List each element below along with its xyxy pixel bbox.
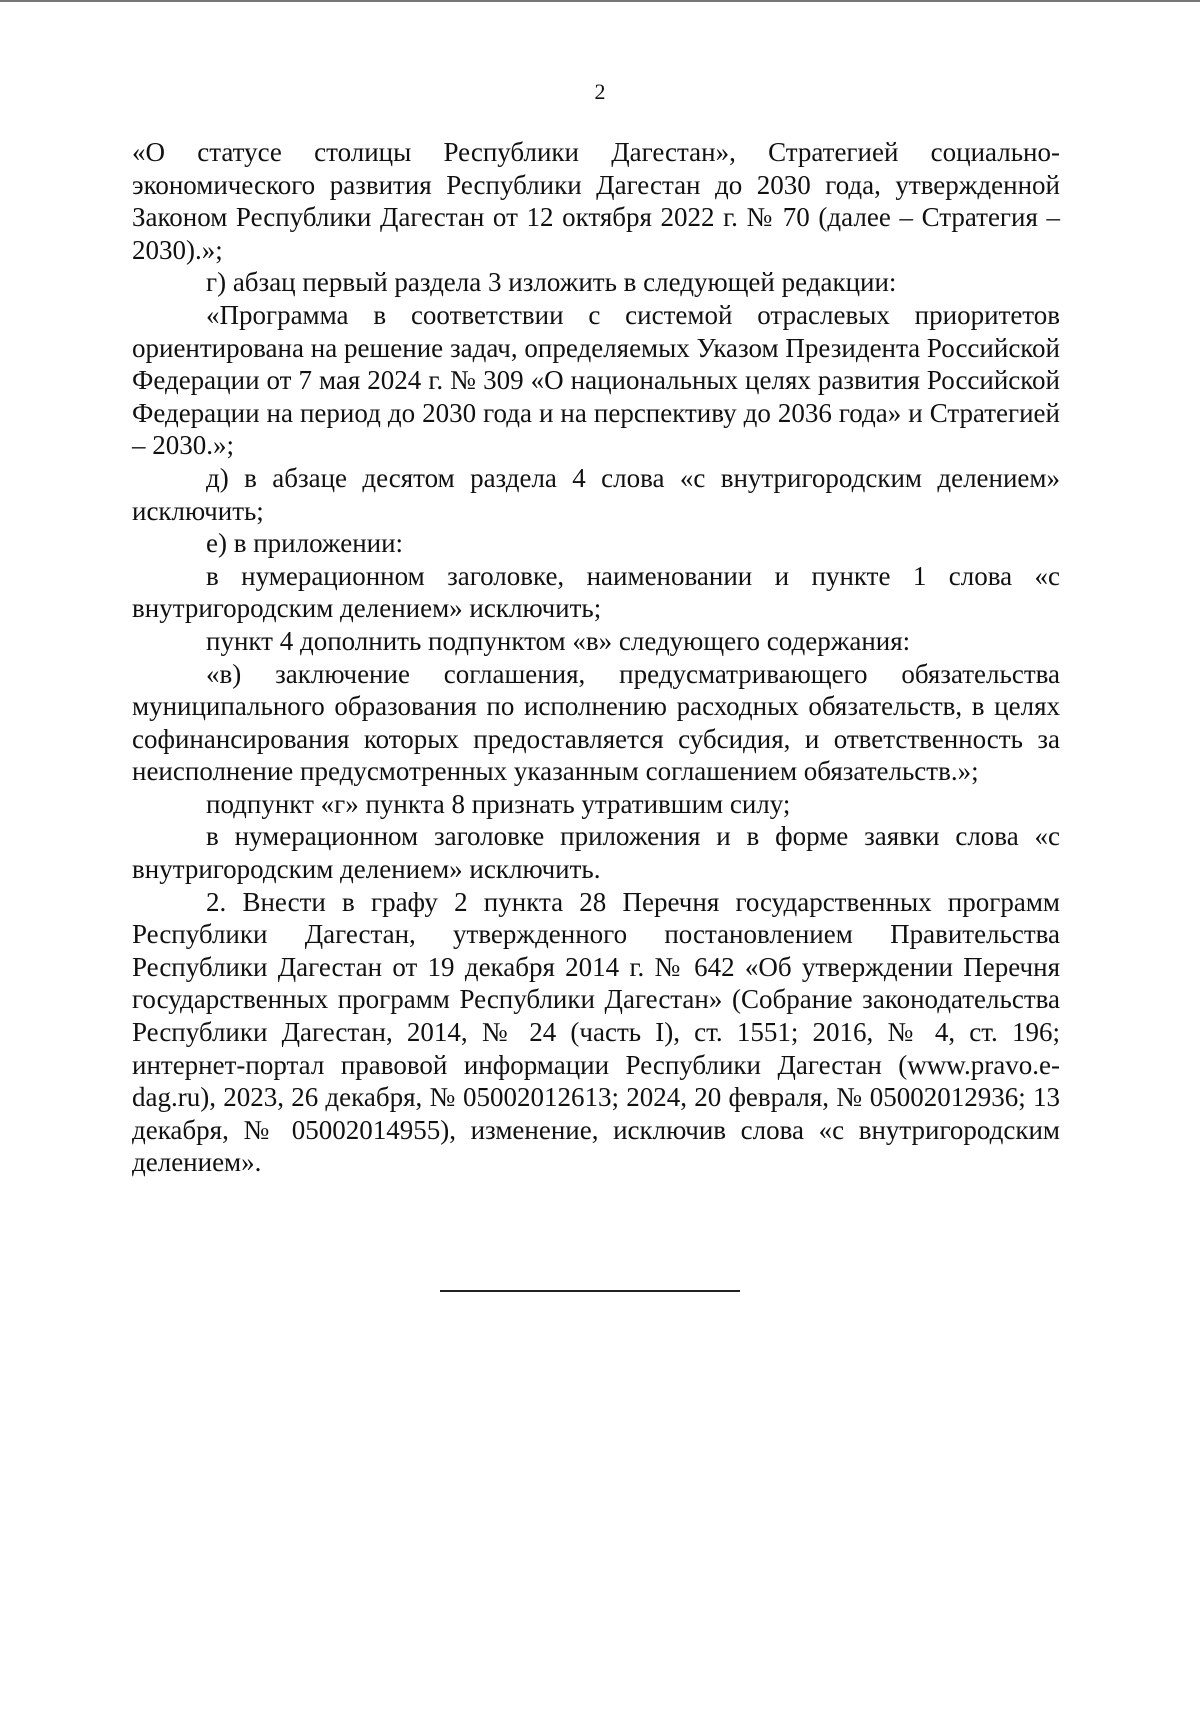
page-number: 2 xyxy=(594,79,606,104)
document-end-divider xyxy=(440,1290,740,1292)
paragraph-5: е) в приложении: xyxy=(206,528,404,559)
paragraph-10: в нумерационном заголовке приложения и в форме заявки слова «с внутригородским делением» исключить. xyxy=(132,821,1060,885)
top-edge-line xyxy=(0,0,1200,2)
paragraph-9: подпункт «г» пункта 8 признать утратившим силу; xyxy=(206,788,791,819)
paragraph-7: пункт 4 дополнить подпунктом «в» следующего содержания: xyxy=(206,625,911,656)
paragraph-2: г) абзац первый раздела 3 изложить в следующей редакции: xyxy=(206,267,897,298)
paragraph-6: в нумерационном заголовке, наименовании и пункте 1 слова «с внутригородским делением» исключить; xyxy=(132,560,1060,624)
paragraph-11: 2. Внести в графу 2 пункта 28 Перечня государственных программ Республики Дагестан, утвержденного постановлением Правительства Республики Дагестан от 19 декабря 2014 г. № 642 «Об утверждении Перечня государственных программ Республики Дагестан» (Собрание законодательства Республики Дагестан, 2014, № 24 (часть I), ст. 1551; 2016, № 4, ст. 196; интернет-портал правовой информации Республики Дагестан (www.pravo.e-dag.ru), 2023, 26 декабря, № 05002012613; 2024, 20 февраля, № 05002012936; 13 декабря, № 05002014955), изменение, исключив слова «с внутригородским делением». xyxy=(132,886,1060,1178)
paragraph-1: «О статусе столицы Республики Дагестан», Стратегией социально-экономического развития Республики Дагестан до 2030 года, утвержденной Законом Республики Дагестан от 12 октября 2022 г. № 70 (далее – Стратегия – 2030).»; xyxy=(132,137,1060,265)
paragraph-3: «Программа в соответствии с системой отраслевых приоритетов ориентирована на решение задач, определяемых Указом Президента Российской Федерации от 7 мая 2024 г. № 309 «О национальных целях развития Российской Федерации на период до 2030 года и на перспективу до 2036 года» и Стратегией – 2030.»; xyxy=(132,299,1060,461)
paragraph-8: «в) заключение соглашения, предусматривающего обязательства муниципального образования по исполнению расходных обязательств, в целях софинансирования которых предоставляется субсидия, и ответственность за неисполнение предусмотренных указанным соглашением обязательств.»; xyxy=(132,658,1060,787)
document-body xyxy=(132,136,1060,1179)
paragraph-4: д) в абзаце десятом раздела 4 слова «с внутригородским делением» исключить; xyxy=(132,462,1060,526)
